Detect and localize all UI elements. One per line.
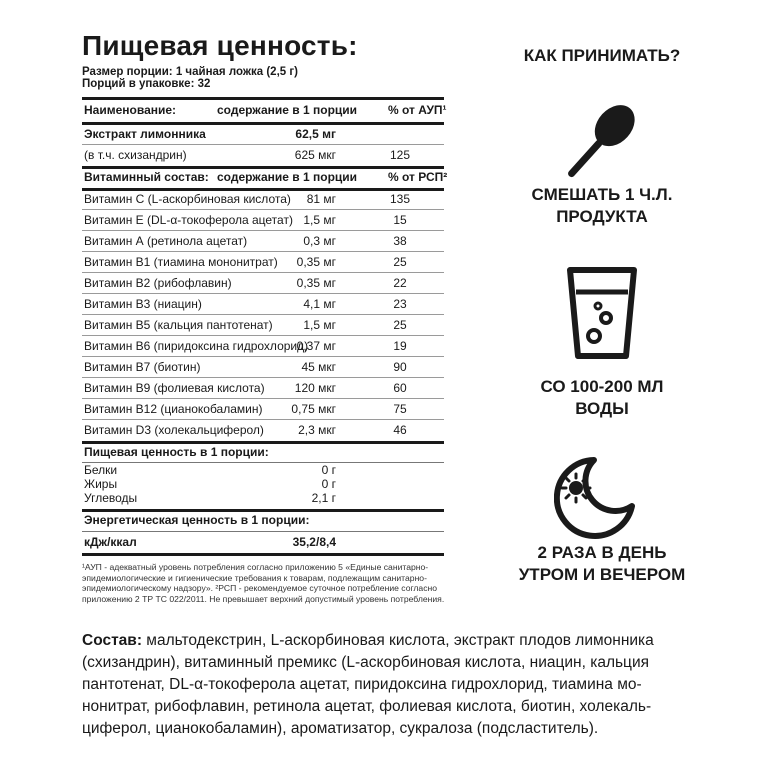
footnotes — [82, 562, 452, 604]
energy-value: 35,2/8,4 — [292, 535, 336, 549]
nutrition-row: Углеводы 2,1 г — [84, 491, 336, 505]
step-line: ВОДЫ — [575, 399, 629, 418]
vitamin-row: Витамин В9 (фолиевая кислота) 120 мкг 60 — [82, 378, 444, 399]
energy-unit: кДж/ккал — [84, 535, 137, 549]
composition-line: (схизандрин), витаминный премикс (L-аскорбиновая кислота, ниацин, кальция — [82, 654, 649, 671]
energy-header: Энергетическая ценность в 1 порции: — [84, 513, 310, 527]
sun-moon-icon — [554, 454, 640, 540]
extract-sub-amount: 625 мкг — [294, 148, 336, 162]
vitamin-row: Витамин Е (DL-α-токоферола ацетат) 1,5 мг 15 — [82, 210, 444, 231]
vitamin-row: Витамин В7 (биотин) 45 мкг 90 — [82, 357, 444, 378]
vitamin-header-amount: содержание в 1 порции — [217, 170, 358, 184]
step-line: ПРОДУКТА — [556, 207, 648, 226]
page-title: Пищевая ценность: — [82, 30, 358, 61]
vitamin-row: Витамин А (ретинола ацетат) 0,3 мг 38 — [82, 231, 444, 252]
how-to-title: КАК ПРИНИМАТЬ? — [523, 46, 681, 65]
nutrition-row: Жиры 0 г — [84, 477, 336, 491]
composition-line: циферол, цианокобаламин), ароматизатор, сукралоза (подсластитель). — [82, 720, 599, 737]
vitamin-row: Витамин В6 (пиридоксина гидрохлорид) 0,37 мг 19 — [82, 336, 444, 357]
table-header-row — [82, 100, 447, 121]
nutrition-header: Пищевая ценность в 1 порции: — [84, 445, 269, 459]
vitamin-row: Витамин В3 (ниацин) 4,1 мг 23 — [82, 294, 444, 315]
composition — [82, 630, 702, 740]
header-amount: содержание в 1 порции — [217, 103, 358, 117]
serving-size: Размер порции: 1 чайная ложка (2,5 г) — [82, 66, 298, 78]
extract-name: Экстракт лимонника — [84, 127, 206, 141]
extract-sub-name: (в т.ч. схизандрин) — [84, 148, 187, 162]
header-name: Наименование: — [84, 103, 177, 117]
extract-row — [82, 124, 444, 145]
glass-of-water-icon — [566, 266, 638, 362]
extract-sub-percent: 125 — [389, 148, 411, 162]
vitamin-header-percent: % от РСП² — [388, 170, 448, 184]
step-mix — [492, 184, 712, 228]
header-percent: % от АУП¹ — [388, 103, 447, 117]
vitamin-row: Витамин В12 (цианокобаламин) 0,75 мкг 75 — [82, 399, 444, 420]
composition-label: Состав: — [82, 632, 142, 649]
energy-header-row — [82, 510, 444, 531]
composition-line: пантотенат, DL-α-токоферола ацетат, пиридоксина гидрохлорид, тиамина мо- — [82, 676, 642, 693]
energy-row — [82, 532, 444, 553]
step-line: СО 100-200 МЛ — [540, 377, 664, 396]
step-times — [492, 542, 712, 586]
table-bottom-rule — [82, 553, 444, 556]
vitamin-row: Витамин В1 (тиамина мононитрат) 0,35 мг 25 — [82, 252, 444, 273]
vitamin-row: Витамин В2 (рибофлавин) 0,35 мг 22 — [82, 273, 444, 294]
composition-line: мальтодекстрин, L-аскорбиновая кислота, экстракт плодов лимонника — [141, 632, 654, 649]
vitamin-header-row — [82, 167, 448, 188]
step-water — [492, 376, 712, 420]
spoon-icon — [550, 92, 650, 192]
vitamin-header-name: Витаминный состав: — [84, 170, 209, 184]
step-line: СМЕШАТЬ 1 Ч.Л. — [531, 185, 673, 204]
footnote-line: ¹АУП - адекватный уровень потребления согласно приложению 5 «Единые санитарно- — [82, 562, 429, 572]
nutrition-row: Белки 0 г — [84, 463, 336, 477]
vitamin-row: Витамин D3 (холекальциферол) 2,3 мкг 46 — [84, 423, 407, 437]
vitamin-row: Витамин В5 (кальция пантотенат) 1,5 мг 25 — [82, 315, 444, 336]
step-line: УТРОМ И ВЕЧЕРОМ — [518, 565, 686, 584]
serving-info — [82, 66, 298, 90]
vitamin-row: Витамин С (L-аскорбиновая кислота) 81 мг 135 — [82, 189, 444, 210]
composition-line: нонитрат, рибофлавин, ретинола ацетат, фолиевая кислота, биотин, холекаль- — [82, 698, 652, 715]
extract-amount: 62,5 мг — [295, 127, 336, 141]
footnote-line: эпидемиологическому надзору». ²РСП - рекомендуемое суточное потребление согласно — [82, 583, 438, 593]
servings-per-pack: Порций в упаковке: 32 — [82, 78, 211, 90]
extract-sub-row — [82, 145, 444, 166]
footnote-line: приложению 2 ТР ТС 022/2011. Не превышает верхний допустимый уровень потребления. — [82, 593, 445, 604]
nutrition-header-row — [82, 442, 444, 463]
footnote-line: эпидемиологические и гигиенические требования к товарам, подлежащим санитарно- — [82, 572, 427, 583]
step-line: 2 РАЗА В ДЕНЬ — [537, 543, 667, 562]
